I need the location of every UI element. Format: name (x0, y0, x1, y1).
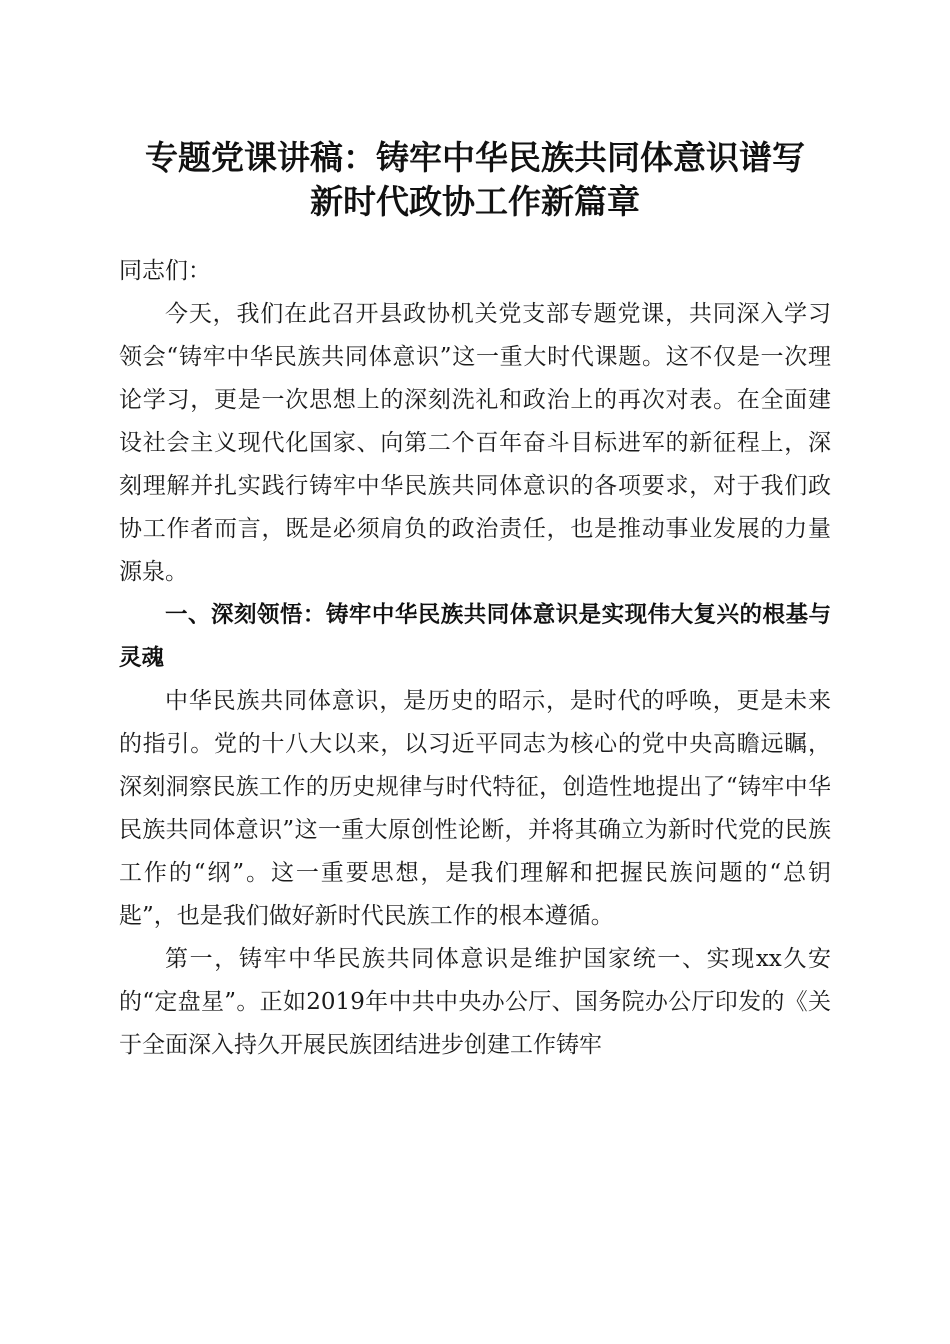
paragraph-point-1: 第一，铸牢中华民族共同体意识是维护国家统一、实现xx久安的“定盘星”。正如2019年中共中央办公厅、国务院办公厅印发的《关于全面深入持久开展民族团结进步创建工作铸牢 (119, 946, 831, 1058)
greeting: 同志们： (119, 258, 211, 284)
title-line-1: 专题党课讲稿：铸牢中华民族共同体意识谱写 (145, 138, 805, 177)
title-line-2: 新时代政协工作新篇章 (310, 182, 640, 221)
section-heading-1: 一、深刻领悟：铸牢中华民族共同体意识是实现伟大复兴的根基与灵魂 (119, 602, 831, 671)
document-title (100, 136, 850, 224)
paragraph-intro: 今天，我们在此召开县政协机关党支部专题党课，共同深入学习领会“铸牢中华民族共同体意识”这一重大时代课题。这不仅是一次理论学习，更是一次思想上的深刻洗礼和政治上的再次对表。在全面建设社会主义现代化国家、向第二个百年奋斗目标进军的新征程上，深刻理解并扎实践行铸牢中华民族共同体意识的各项要求，对于我们政协工作者而言，既是必须肩负的政治责任，也是推动事业发展的力量源泉。 (119, 301, 831, 585)
paragraph-section-1: 中华民族共同体意识，是历史的昭示，是时代的呼唤，更是未来的指引。党的十八大以来，以习近平同志为核心的党中央高瞻远瞩，深刻洞察民族工作的历史规律与时代特征，创造性地提出了“铸牢中华民族共同体意识”这一重大原创性论断，并将其确立为新时代党的民族工作的“纲”。这一重要思想，是我们理解和把握民族问题的“总钥匙”，也是我们做好新时代民族工作的根本遵循。 (119, 688, 831, 929)
document-body (119, 250, 831, 1067)
